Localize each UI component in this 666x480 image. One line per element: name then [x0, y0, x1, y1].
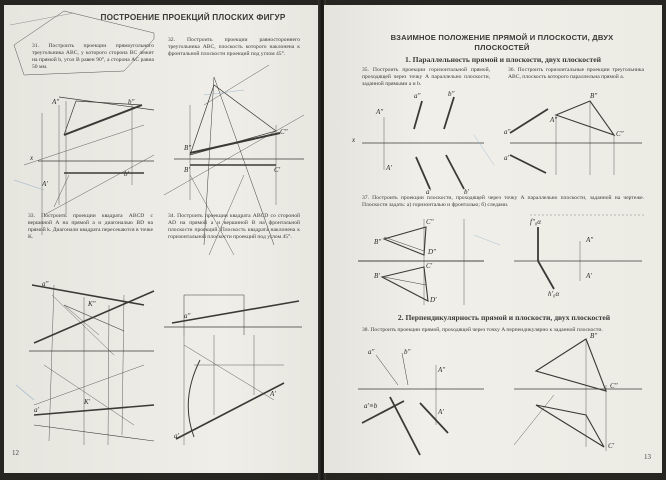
- label-D2-37: D″: [428, 248, 436, 256]
- label-B2-36: B″: [590, 92, 598, 100]
- label-A2-37: A″: [586, 236, 594, 244]
- task-38-text: 38. Построить проекции прямой, проходящей через точку A перпендикулярно к заданной плоскости.: [362, 327, 603, 333]
- label-A1-37: A′: [586, 272, 592, 280]
- label-ab1-38: a′≡b: [364, 402, 378, 410]
- label-a2: A″: [52, 98, 60, 106]
- task-36-text: 36. Построить горизонтальные проекции треугольника ABC, плоскость которого параллельна прямой a.: [508, 67, 644, 81]
- label-a2-38: a″: [368, 348, 375, 356]
- task-35-text: 35. Построить проекции горизонтальной прямой, проходящей через точку A параллельно плоскости, заданной прямыми a и b.: [362, 67, 490, 88]
- label-x-35: x: [352, 136, 356, 144]
- label-B1-37: B′: [374, 272, 380, 280]
- label-b1-35: b′: [464, 188, 470, 196]
- right-page-title: ВЗАИМНОЕ ПОЛОЖЕНИЕ ПРЯМОЙ И ПЛОСКОСТИ, ДВУХ ПЛОСКОСТЕЙ: [390, 33, 614, 52]
- label-A1-35: A′: [386, 164, 392, 172]
- label-C2-38: C″: [610, 382, 618, 390]
- label-x: x: [30, 154, 34, 162]
- label-c2-32: C″: [280, 128, 288, 136]
- label-c1-32: C′: [274, 166, 281, 174]
- label-a1-33: a′: [34, 406, 40, 414]
- task-33-text: 33. Построить проекции квадрата ABCD с вершиной A на прямой a и диагональю BD на прямой k. Диагонали квадрата пересекаются в точке K.: [28, 213, 153, 241]
- label-a2-35: a″: [414, 92, 421, 100]
- label-b1-32: B′: [184, 166, 190, 174]
- right-page-number: 13: [644, 453, 651, 461]
- section-1-heading: 1. Параллельность прямой и плоскости, двух плоскостей: [405, 55, 601, 64]
- label-a2-33: a″: [42, 280, 49, 288]
- label-C2-37: C″: [426, 218, 434, 226]
- label-A2-35: A″: [376, 108, 384, 116]
- label-A2-38: A″: [438, 366, 446, 374]
- label-A1-38: A′: [438, 408, 444, 416]
- label-a1: A′: [42, 180, 48, 188]
- left-page-number: 12: [12, 449, 19, 457]
- right-page: [324, 5, 662, 473]
- label-a1-35: a′: [426, 188, 432, 196]
- label-b1: b′: [124, 170, 130, 178]
- left-page-title: ПОСТРОЕНИЕ ПРОЕКЦИЙ ПЛОСКИХ ФИГУР: [100, 13, 286, 22]
- label-a1-34: a′: [174, 432, 180, 440]
- label-h-37: h′₀α: [548, 290, 560, 298]
- label-C1-37: C′: [426, 262, 433, 270]
- label-k1-33: K′: [84, 398, 91, 406]
- label-k2-33: K″: [88, 300, 96, 308]
- section-2-heading: 2. Перпендикулярность прямой и плоскости, двух плоскостей: [397, 313, 611, 322]
- label-B2-37: B″: [374, 238, 382, 246]
- label-b2-35: b″: [448, 90, 455, 98]
- left-page: [4, 5, 320, 473]
- label-A2-36: A″: [550, 116, 558, 124]
- task-31-text: 31. Построить проекции прямоугольного треугольника ABC, у которого сторона BC лежит на прямой b, угол B равен 90°, а сторона AC равна 50 мм.: [32, 43, 154, 71]
- label-D1-37: D′: [430, 296, 437, 304]
- label-b2-38: b″: [404, 348, 411, 356]
- label-b2: b″: [128, 98, 135, 106]
- label-a2-34: a″: [184, 312, 191, 320]
- label-C2-36: C″: [616, 130, 624, 138]
- label-a1p-34: A′: [270, 390, 276, 398]
- task-37-text: 37. Построить проекции плоскости, проходящей через точку A параллельно плоскости, заданной на чертеже. Плоскости задать: а) горизонталью и фронталью; б) следами.: [362, 195, 644, 209]
- label-B2-38: B″: [590, 332, 598, 340]
- task-32-text: 32. Построить проекции равностороннего треугольника ABC, плоскость которого наклонена к фронтальной плоскости проекций под углом 45°.: [168, 37, 300, 58]
- label-a2-36: a″: [504, 128, 511, 136]
- label-C1-38: C′: [608, 442, 615, 450]
- task-34-text: 34. Построить проекции квадрата ABCD со стороной AD на прямой a и вершиной B на фронтальной плоскости проекций. Плоскость квадрата наклонена к горизонтальной плоскости проекций под углом 45°.: [168, 213, 300, 241]
- label-a1-36: a′: [504, 154, 510, 162]
- label-b2-32: B″: [184, 144, 192, 152]
- label-f-37: f″₀α: [530, 218, 541, 226]
